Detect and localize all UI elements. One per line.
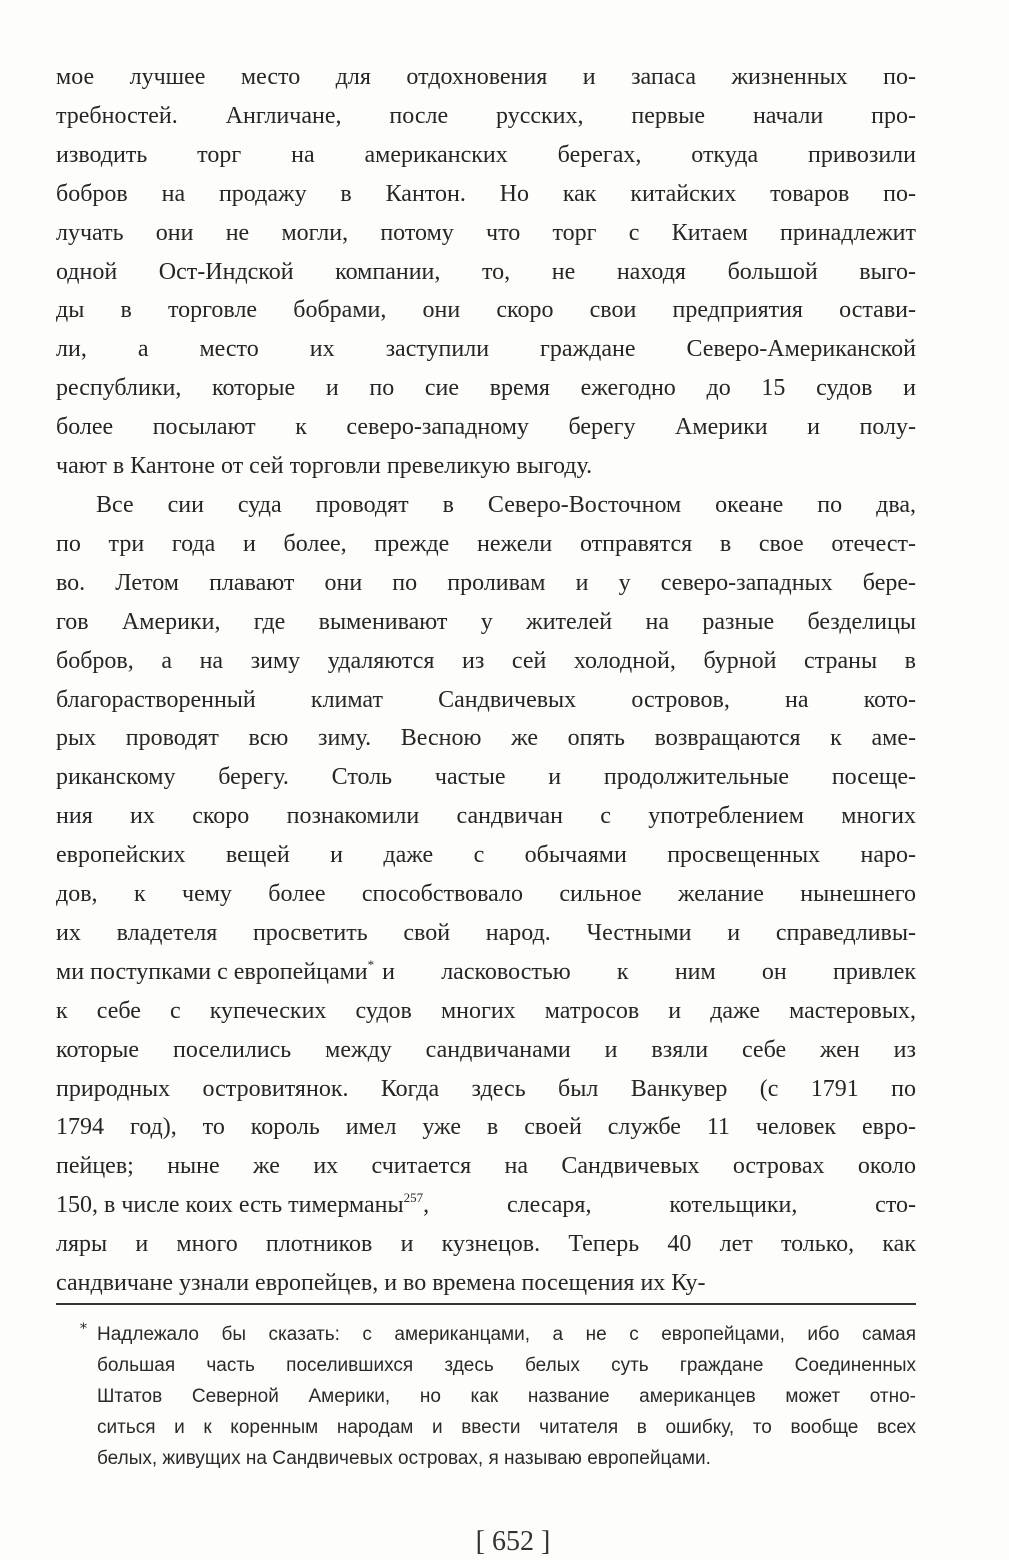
- text-line: 1794 год), то король имел уже в своей службе 11 человек евро-: [56, 1114, 916, 1141]
- text-line: ли, а место их заступили граждане Северо-Американской: [56, 336, 916, 363]
- footnote-line: большая часть поселившихся здесь белых суть граждане Соединенных: [97, 1355, 916, 1376]
- text-line: благорастворенный климат Сандвичевых островов, на кото-: [56, 686, 916, 713]
- text-line: Все сии суда проводят в Северо-Восточном океане по два,: [96, 491, 916, 518]
- text-line: гов Америки, где выменивают у жителей на разные безделицы: [56, 608, 916, 635]
- text-line: рых проводят всю зиму. Весною же опять возвращаются к аме-: [56, 725, 916, 752]
- text-line: пейцев; ныне же их считается на Сандвичевых островах около: [56, 1153, 916, 1180]
- text-line: по три года и более, прежде нежели отправятся в свое отечест-: [56, 530, 916, 557]
- text-line-with-footnote: [56, 953, 916, 992]
- text-line: чают в Кантоне от сей торговли превеликую выгоду.: [56, 453, 593, 480]
- text-line: мое лучшее место для отдохновения и запаса жизненных по-: [56, 64, 916, 90]
- text-line: бобров, а на зиму удаляются из сей холодной, бурной страны в: [56, 647, 916, 674]
- text-line: европейских вещей и даже с обычаями просвещенных наро-: [56, 842, 916, 869]
- text-line: изводить торг на американских берегах, откуда привозили: [56, 141, 916, 168]
- text-line: лучать они не могли, потому что торг с Китаем принадлежит: [56, 219, 916, 246]
- footnote-line: Надлежало бы сказать: с американцами, а не с европейцами, ибо самая: [97, 1324, 916, 1345]
- text-segment: 150, в числе коих есть тимерманы: [56, 1192, 404, 1219]
- text-line: дов, к чему более способствовало сильное желание нынешнего: [56, 881, 916, 908]
- footnote-line: Штатов Северной Америки, но как название американцев может отно-: [97, 1386, 916, 1407]
- text-line: во. Летом плавают они по проливам и у северо-западных бере-: [56, 569, 916, 596]
- text-line: требностей. Англичане, после русских, первые начали про-: [56, 102, 916, 129]
- footnote-ref: *: [367, 956, 375, 972]
- text-line: бобров на продажу в Кантон. Но как китайских товаров по-: [56, 180, 916, 207]
- text-line: риканскому берегу. Столь частые и продолжительные посеще-: [56, 764, 916, 791]
- page-number: [ 652 ]: [475, 1526, 551, 1557]
- text-line: одной Ост-Индской компании, то, не находя большой выго-: [56, 258, 916, 285]
- text-line-with-endnote: [56, 1186, 916, 1225]
- text-line: их владетеля просветить свой народ. Честными и справедливы-: [56, 919, 916, 946]
- text-segment: и ласковостью к ним он привлек: [382, 958, 916, 985]
- text-line: сандвичане узнали европейцев, и во времена посещения их Ку-: [56, 1270, 706, 1297]
- text-line: природных островитянок. Когда здесь был Ванкувер (с 1791 по: [56, 1075, 916, 1102]
- text-line: ды в торговле бобрами, они скоро свои предприятия остави-: [56, 297, 916, 324]
- text-segment: , слесаря, котельщики, сто-: [423, 1192, 916, 1219]
- text-line: к себе с купеческих судов многих матросов и даже мастеровых,: [56, 997, 916, 1024]
- footnote-line: белых, живущих на Сандвичевых островах, я называю европейцами.: [97, 1448, 711, 1469]
- endnote-ref: 257: [403, 1190, 424, 1206]
- text-line: ляры и много плотников и кузнецов. Теперь 40 лет только, как: [56, 1231, 916, 1258]
- main-text: [56, 58, 916, 1303]
- text-line: которые поселились между сандвичанами и взяли себе жен из: [56, 1036, 916, 1063]
- footnote-mark: *: [80, 1321, 87, 1337]
- footnote-divider: [56, 1303, 916, 1305]
- text-line: ния их скоро познакомили сандвичан с употреблением многих: [56, 803, 916, 830]
- text-line: более посылают к северо-западному берегу Америки и полу-: [56, 414, 916, 441]
- text-line: республики, которые и по сие время ежегодно до 15 судов и: [56, 375, 916, 402]
- text-segment: ми поступками с европейцами: [56, 958, 368, 985]
- footnote-line: ситься и к коренным народам и ввести читателя в ошибку, то вообще всех: [97, 1417, 916, 1438]
- footnote: [56, 1319, 916, 1474]
